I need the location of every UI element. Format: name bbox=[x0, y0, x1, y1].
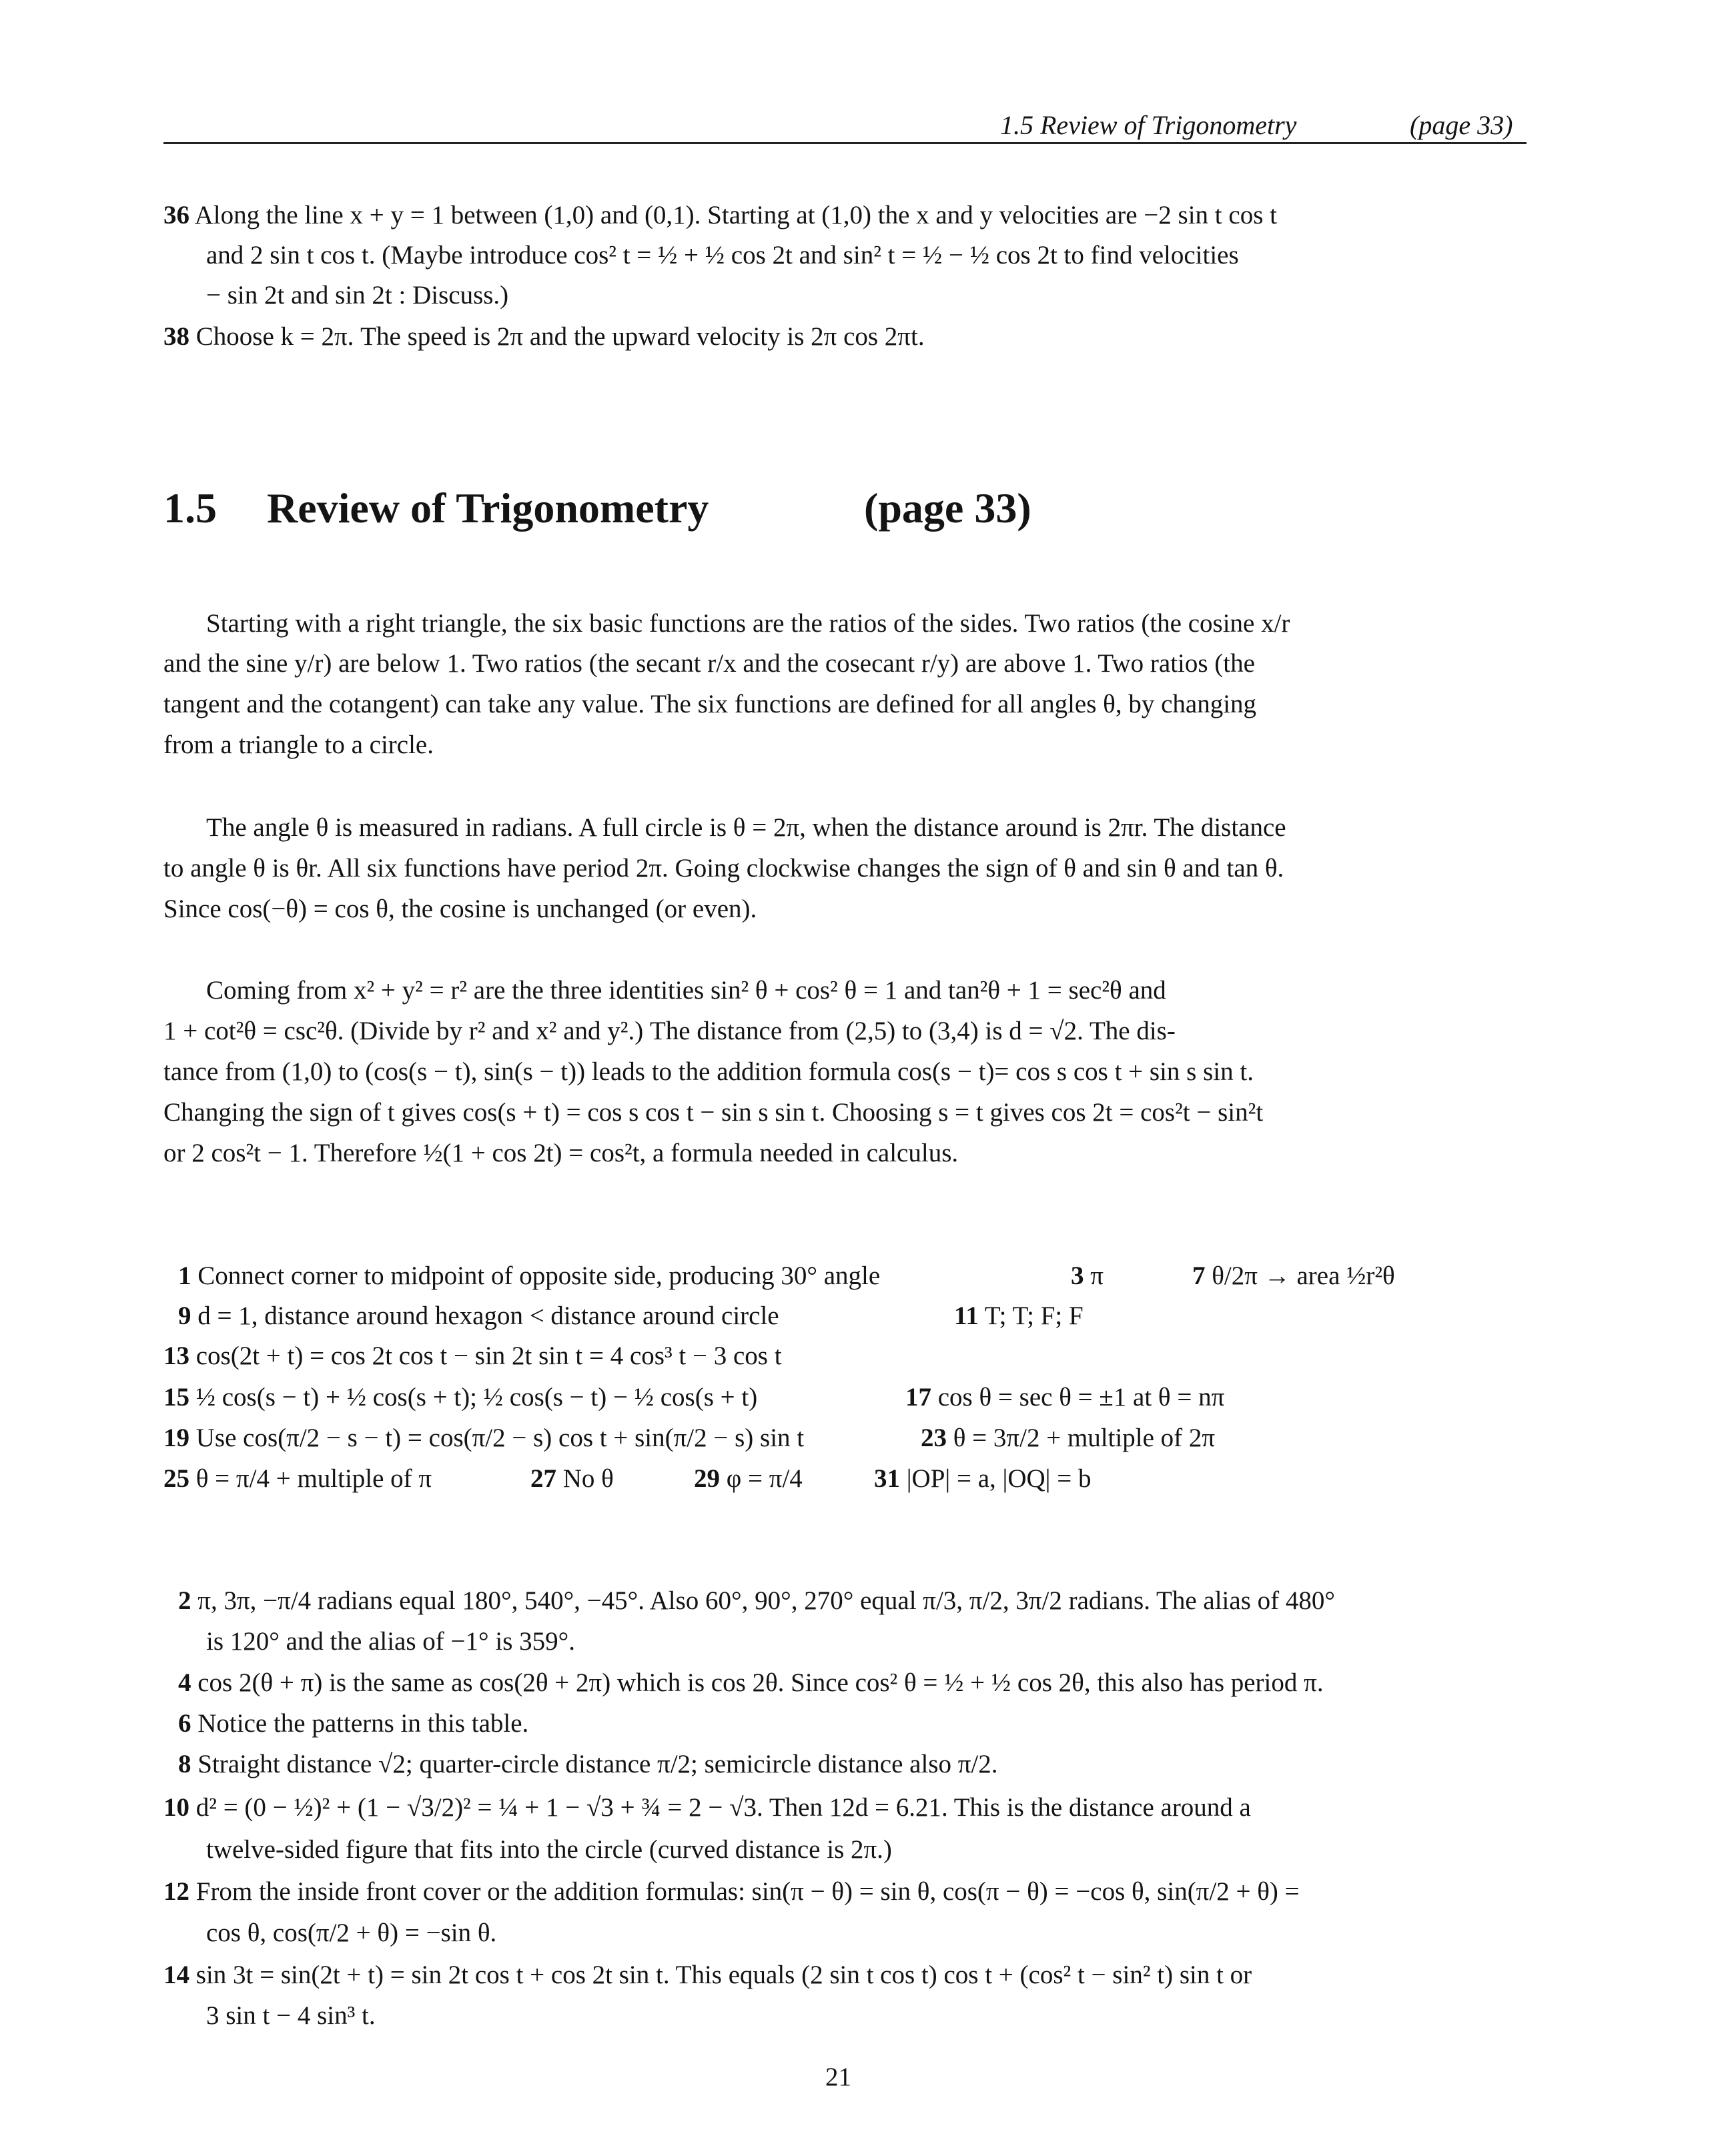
paragraph-2-line-3: Since cos(−θ) = cos θ, the cosine is unchanged (or even). bbox=[163, 895, 757, 923]
answer-number: 11 bbox=[954, 1301, 979, 1330]
paragraph-3-line-5: or 2 cos²t − 1. Therefore ½(1 + cos 2t) = cos²t, a formula needed in calculus. bbox=[163, 1139, 959, 1167]
paragraph-2-line-2: to angle θ is θr. All six functions have period 2π. Going clockwise changes the sign of θ and sin θ and tan θ. bbox=[163, 854, 1284, 883]
answer-number: 14 bbox=[163, 1961, 189, 1989]
answer-number: 13 bbox=[163, 1341, 189, 1370]
answer-text: π, 3π, −π/4 radians equal 180°, 540°, −45°. Also 60°, 90°, 270° equal π/3, π/2, 3π/2 radians. The alias of 480° bbox=[197, 1586, 1335, 1615]
even-answer-2-line-1 bbox=[178, 1588, 1519, 1614]
answer-number: 12 bbox=[163, 1877, 189, 1906]
answer-text: cos 2(θ + π) is the same as cos(2θ + 2π) which is cos 2θ. Since cos² θ = ½ + ½ cos 2θ, this also has period π. bbox=[197, 1668, 1324, 1697]
answer-number: 8 bbox=[178, 1750, 191, 1778]
paragraph-1-line-4: from a triangle to a circle. bbox=[163, 730, 434, 759]
odd-answer-27 bbox=[530, 1466, 664, 1492]
answer-36-line-2: and 2 sin t cos t. (Maybe introduce cos² t = ½ + ½ cos 2t and sin² t = ½ − ½ cos 2t to find velocities bbox=[206, 241, 1239, 270]
answer-number: 3 bbox=[1071, 1261, 1084, 1290]
section-title: Review of Trigonometry bbox=[267, 484, 709, 532]
answer-36-line-1 bbox=[163, 202, 1521, 228]
paragraph-2-line-1: The angle θ is measured in radians. A full circle is θ = 2π, when the distance around is 2πr. The distance bbox=[206, 813, 1286, 842]
running-header-page: (page 33) bbox=[1410, 110, 1513, 140]
answer-number: 6 bbox=[178, 1709, 191, 1738]
odd-answer-9 bbox=[178, 1303, 925, 1329]
paragraph-3-line-2: 1 + cot²θ = csc²θ. (Divide by r² and x² and y².) The distance from (2,5) to (3,4) is d = √2. The dis- bbox=[163, 1017, 1176, 1045]
odd-answer-3 bbox=[1071, 1263, 1178, 1289]
answer-text: No θ bbox=[562, 1464, 614, 1493]
paragraph-1-line-1: Starting with a right triangle, the six basic functions are the ratios of the sides. Two ratios (the cosine x/r bbox=[206, 609, 1290, 638]
answer-number: 4 bbox=[178, 1668, 191, 1697]
even-answer-14-line-2: 3 sin t − 4 sin³ t. bbox=[206, 2001, 376, 2030]
answer-text: Notice the patterns in this table. bbox=[197, 1709, 529, 1738]
section-page-ref: (page 33) bbox=[864, 484, 1031, 532]
answer-text: d² = (0 − ½)² + (1 − √3/2)² = ¼ + 1 − √3 + ¾ = 2 − √3. Then 12d = 6.21. This is the distance around a bbox=[195, 1793, 1251, 1822]
odd-answer-17 bbox=[905, 1384, 1386, 1410]
answer-number: 9 bbox=[178, 1301, 191, 1330]
paragraph-3-line-4: Changing the sign of t gives cos(s + t) = cos s cos t − sin s sin t. Choosing s = t gives cos 2t = cos²t − sin²t bbox=[163, 1098, 1264, 1127]
header-rule bbox=[163, 142, 1527, 144]
answer-text: Along the line x + y = 1 between (1,0) and (0,1). Starting at (1,0) the x and y velocities are −2 sin t cos t bbox=[194, 201, 1277, 229]
answer-text: sin 3t = sin(2t + t) = sin 2t cos t + cos 2t sin t. This equals (2 sin t cos t) cos t + (cos² t − sin² t) sin t or bbox=[195, 1961, 1252, 1989]
odd-answer-13 bbox=[163, 1343, 1031, 1369]
paragraph-1-line-2: and the sine y/r) are below 1. Two ratios (the secant r/x and the cosecant r/y) are above 1. Two ratios (the bbox=[163, 649, 1255, 678]
answer-text: d = 1, distance around hexagon < distance around circle bbox=[197, 1301, 779, 1330]
answer-number: 36 bbox=[163, 201, 189, 229]
answer-text: Choose k = 2π. The speed is 2π and the upward velocity is 2π cos 2πt. bbox=[195, 322, 925, 351]
answer-text: |OP| = a, |OQ| = b bbox=[906, 1464, 1092, 1493]
answer-text: Straight distance √2; quarter-circle distance π/2; semicircle distance also π/2. bbox=[197, 1750, 998, 1778]
even-answer-10-line-1 bbox=[163, 1794, 1521, 1820]
answer-text: θ = 3π/2 + multiple of 2π bbox=[953, 1424, 1216, 1452]
answer-text: π bbox=[1090, 1261, 1104, 1290]
odd-answer-11 bbox=[954, 1303, 1274, 1329]
page-number: 21 bbox=[825, 2063, 851, 2091]
answer-number: 27 bbox=[530, 1464, 556, 1493]
answer-text: ½ cos(s − t) + ½ cos(s + t); ½ cos(s − t) − ½ cos(s + t) bbox=[195, 1383, 758, 1412]
paragraph-3-line-3: tance from (1,0) to (cos(s − t), sin(s − t)) leads to the addition formula cos(s − t)= cos s cos t + sin s sin t. bbox=[163, 1057, 1254, 1086]
even-answer-8 bbox=[178, 1751, 1159, 1777]
answer-number: 10 bbox=[163, 1793, 189, 1822]
answer-number: 31 bbox=[874, 1464, 900, 1493]
odd-answer-29 bbox=[694, 1466, 854, 1492]
answer-text: T; T; F; F bbox=[984, 1301, 1084, 1330]
odd-answer-19 bbox=[163, 1425, 877, 1451]
answer-number: 29 bbox=[694, 1464, 720, 1493]
odd-answer-23 bbox=[921, 1425, 1321, 1451]
answer-number: 25 bbox=[163, 1464, 189, 1493]
answer-number: 15 bbox=[163, 1383, 189, 1412]
answer-text: Use cos(π/2 − s − t) = cos(π/2 − s) cos t + sin(π/2 − s) sin t bbox=[195, 1424, 805, 1452]
even-answer-10-line-2: twelve-sided figure that fits into the circle (curved distance is 2π.) bbox=[206, 1835, 892, 1864]
running-header-title: 1.5 Review of Trigonometry bbox=[1000, 110, 1297, 140]
answer-number: 1 bbox=[178, 1261, 191, 1290]
answer-38 bbox=[163, 324, 1098, 350]
answer-text: cos(2t + t) = cos 2t cos t − sin 2t sin t = 4 cos³ t − 3 cos t bbox=[195, 1341, 782, 1370]
answer-text: θ = π/4 + multiple of π bbox=[195, 1464, 432, 1493]
answer-text: Connect corner to midpoint of opposite side, producing 30° angle bbox=[197, 1261, 881, 1290]
answer-number: 38 bbox=[163, 322, 189, 351]
section-number: 1.5 bbox=[163, 484, 217, 532]
paragraph-1-line-3: tangent and the cotangent) can take any value. The six functions are defined for all angles θ, by changing bbox=[163, 690, 1257, 718]
answer-number: 7 bbox=[1192, 1261, 1206, 1290]
odd-answer-15 bbox=[163, 1384, 884, 1410]
answer-text: cos θ = sec θ = ±1 at θ = nπ bbox=[937, 1383, 1225, 1412]
odd-answer-25 bbox=[163, 1466, 490, 1492]
even-answer-12-line-2: cos θ, cos(π/2 + θ) = −sin θ. bbox=[206, 1919, 497, 1947]
even-answer-12-line-1 bbox=[163, 1878, 1521, 1905]
answer-number: 2 bbox=[178, 1586, 191, 1615]
answer-text: φ = π/4 bbox=[726, 1464, 803, 1493]
even-answer-2-line-2: is 120° and the alias of −1° is 359°. bbox=[206, 1627, 575, 1656]
even-answer-6 bbox=[178, 1710, 618, 1736]
even-answer-4 bbox=[178, 1670, 1519, 1696]
odd-answer-1 bbox=[178, 1263, 1012, 1289]
odd-answer-7 bbox=[1192, 1263, 1486, 1289]
answer-36-line-3: − sin 2t and sin 2t : Discuss.) bbox=[206, 281, 509, 310]
answer-number: 19 bbox=[163, 1424, 189, 1452]
answer-number: 23 bbox=[921, 1424, 947, 1452]
paragraph-3-line-1: Coming from x² + y² = r² are the three identities sin² θ + cos² θ = 1 and tan²θ + 1 = sec²θ and bbox=[206, 976, 1166, 1005]
answer-text: θ/2π → area ½r²θ bbox=[1212, 1261, 1395, 1290]
answer-number: 17 bbox=[905, 1383, 931, 1412]
odd-answer-31 bbox=[874, 1466, 1194, 1492]
answer-text: From the inside front cover or the addition formulas: sin(π − θ) = sin θ, cos(π − θ) = −cos θ, sin(π/2 + θ) = bbox=[195, 1877, 1300, 1906]
even-answer-14-line-1 bbox=[163, 1962, 1521, 1988]
